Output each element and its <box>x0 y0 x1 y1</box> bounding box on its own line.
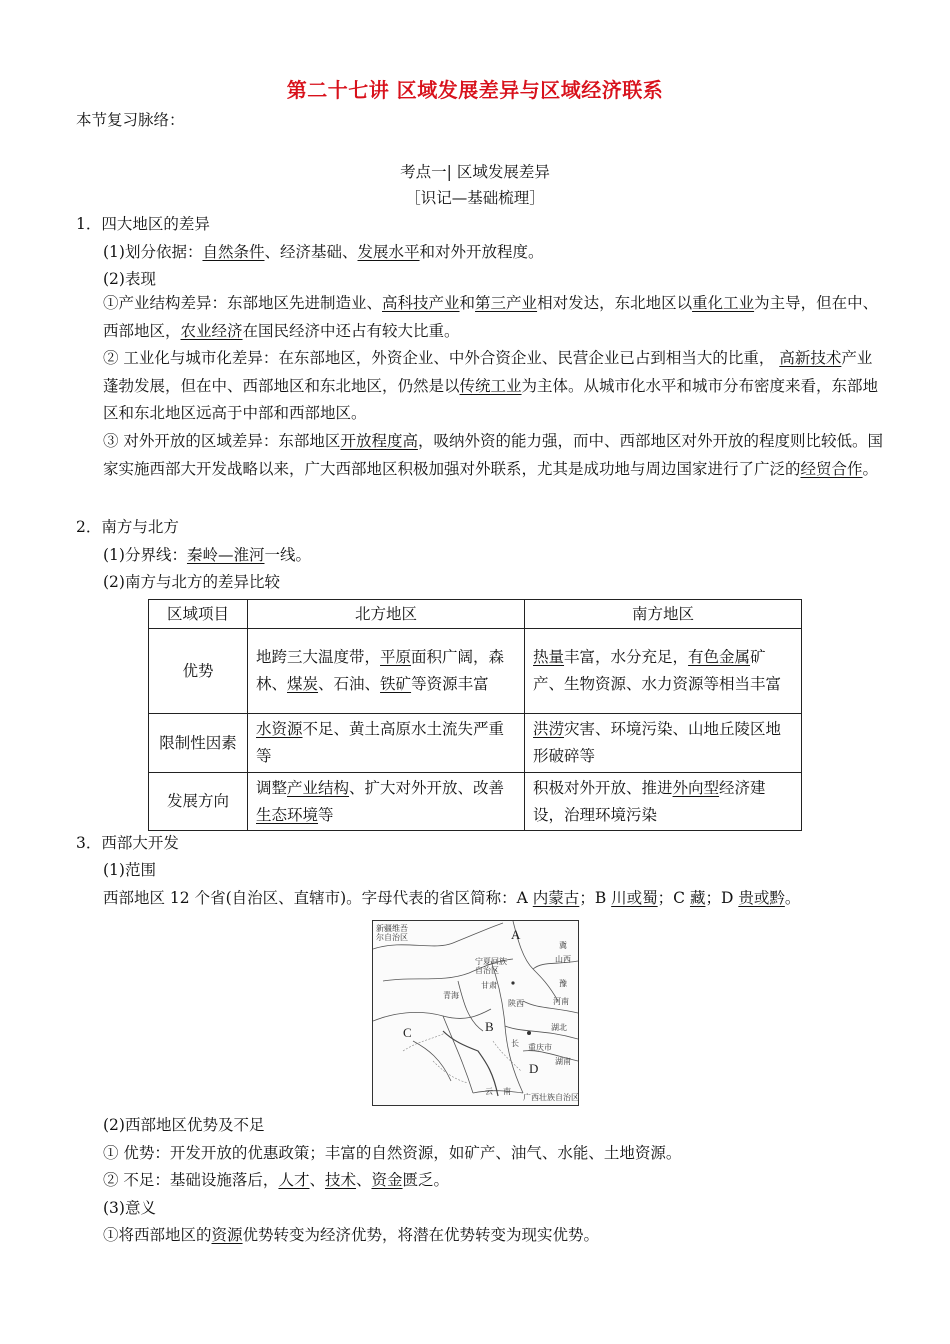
show-label: (2)表现 <box>103 270 156 288</box>
map-letter-c: C <box>403 1025 412 1040</box>
blank-answer: 外向型 <box>672 778 720 797</box>
map-label: 广西壮族自治区 <box>523 1093 579 1102</box>
blank-answer: 铁矿 <box>380 675 412 693</box>
section-subheading: ［识记—基础梳理］ <box>405 189 545 207</box>
blank-answer: 高科技产业 <box>382 294 460 312</box>
table-cell: 优势 <box>149 629 248 714</box>
page-title: 第二十七讲 区域发展差异与区域经济联系 <box>286 78 664 102</box>
meaning-line-1: ①将西部地区的资源优势转变为经济优势，将潜在优势转变为现实优势。 <box>103 1226 600 1244</box>
section-heading: 考点一| 区域发展差异 <box>400 163 550 181</box>
advantage-heading: (2)西部地区优势及不足 <box>103 1116 265 1134</box>
map-letter-a: A <box>511 927 521 942</box>
paragraph-industry: ①产业结构差异：东部地区先进制造业、高科技产业和第三产业相对发达，东北地区以重化工业为主导，但在中、西部地区，农业经济在国民经济中还占有较大比重。 <box>103 294 879 340</box>
blank-answer: 平原 <box>380 648 412 666</box>
table-header: 南方地区 <box>525 600 802 629</box>
map-label: 河南 <box>553 997 569 1006</box>
map-label: 湖北 <box>551 1023 567 1032</box>
map-label: 湖南 <box>555 1057 571 1066</box>
map-letter-d: D <box>529 1061 539 1076</box>
map-label: 云 <box>485 1087 493 1096</box>
blank-answer: 产业结构 <box>287 778 350 797</box>
map-label: 南 <box>503 1087 511 1096</box>
map-letter-b: B <box>485 1019 494 1034</box>
range-description: 西部地区 12 个省(自治区、直辖市)。字母代表的省区简称：A 内蒙古；B 川或蜀；C 藏；D 贵或黔。 <box>103 889 801 907</box>
table-header: 区域项目 <box>149 600 248 629</box>
blank-answer: 内蒙古 <box>532 889 580 907</box>
blank-answer: 贵或黔 <box>738 889 785 907</box>
blank-answer: 技术 <box>324 1171 356 1189</box>
map-label: 山西 <box>555 955 571 964</box>
blank-answer: 热量 <box>533 648 565 666</box>
blank-answer: 农业经济 <box>180 321 243 340</box>
map-label: 豫 <box>559 979 567 988</box>
blank-answer: 经贸合作 <box>800 459 863 478</box>
table-cell: 积极对外开放、推进外向型经济建设，治理环境污染 <box>525 773 802 831</box>
blank-answer: 秦岭—淮河 <box>186 546 265 564</box>
blank-answer: 传统工业 <box>459 376 522 395</box>
table-row <box>149 714 802 773</box>
blank-answer: 生态环境 <box>256 805 319 824</box>
blank-answer: 人才 <box>278 1171 310 1189</box>
map-label: 青海 <box>443 991 459 1000</box>
blank-answer: 高新技术 <box>779 349 842 367</box>
blank-answer: 水资源 <box>256 720 303 738</box>
range-label: (1)范围 <box>103 861 156 879</box>
map-label: 陕西 <box>508 999 524 1008</box>
meaning-label: (3)意义 <box>103 1199 156 1217</box>
table-cell: 洪涝灾害、环境污染、山地丘陵区地形破碎等 <box>525 714 802 773</box>
blank-answer: 洪涝 <box>533 720 565 738</box>
heading-four-regions: 1．四大地区的差异 <box>76 215 210 233</box>
map-label: 新疆维吾 尔自治区 <box>376 924 408 942</box>
map-drawing <box>373 921 578 1105</box>
blank-answer: 川或蜀 <box>611 889 658 907</box>
table-cell: 调整产业结构、扩大对外开放、改善生态环境等 <box>248 773 525 831</box>
blank-answer: 资金 <box>371 1171 403 1189</box>
paragraph-openness: ③ 对外开放的区域差异：东部地区开放程度高，吸纳外资的能力强，而中、西部地区对外开放的程度则比较低。国家实施西部大开发战略以来，广大西部地区积极加强对外联系，尤其是成功地与周边国家进行了广泛的经贸合作。 <box>103 432 883 478</box>
boundary-line: (1)分界线：秦岭—淮河一线。 <box>103 546 311 564</box>
table-cell: 地跨三大温度带，平原面积广阔，森林、煤炭、石油、铁矿等资源丰富 <box>248 629 525 714</box>
blank-answer: 发展水平 <box>357 243 420 261</box>
map-label: 冀 <box>559 941 567 950</box>
blank-answer: 有色金属 <box>688 648 751 666</box>
table-cell: 水资源不足、黄土高原水土流失严重等 <box>248 714 525 773</box>
table-header-row <box>149 600 802 629</box>
heading-west-development: 3．西部大开发 <box>76 834 179 852</box>
table-header: 北方地区 <box>248 600 525 629</box>
table-cell: 发展方向 <box>149 773 248 831</box>
western-region-map <box>372 920 579 1106</box>
table-row <box>149 773 802 831</box>
map-label: 重庆市 <box>528 1043 552 1052</box>
basis-line: (1)划分依据：自然条件、经济基础、发展水平和对外开放程度。 <box>103 243 544 261</box>
blank-answer: 自然条件 <box>202 243 265 261</box>
blank-answer: 藏 <box>689 889 706 907</box>
advantage-line: ① 优势：开发开放的优惠政策；丰富的自然资源，如矿产、油气、水能、土地资源。 <box>103 1144 682 1162</box>
blank-answer: 开放程度高 <box>340 432 418 450</box>
comparison-label: (2)南方与北方的差异比较 <box>103 573 280 591</box>
paragraph-urbanization: ② 工业化与城市化差异：在东部地区，外资企业、中外合资企业、民营企业已占到相当大的比重， 高新技术产业蓬勃发展，但在中、西部地区和东北地区，仍然是以传统工业为主体。从城市化水平和城市分布密度来看，东部地区和东北地区远高于中部和西部地区。 <box>103 349 879 422</box>
blank-answer: 重化工业 <box>692 294 755 312</box>
blank-answer: 资源 <box>211 1226 243 1244</box>
blank-answer: 煤炭 <box>287 675 319 693</box>
heading-south-north: 2．南方与北方 <box>76 518 179 536</box>
map-label: 长 <box>511 1039 519 1048</box>
table-cell: 限制性因素 <box>149 714 248 773</box>
map-label: 宁夏回族 自治区 <box>475 957 507 975</box>
intro-label: 本节复习脉络： <box>76 111 185 129</box>
blank-answer: 第三产业 <box>475 294 538 312</box>
disadvantage-line: ② 不足：基础设施落后，人才、技术、资金匮乏。 <box>103 1171 450 1189</box>
map-label: 甘肃 <box>481 981 497 990</box>
comparison-table <box>148 599 802 831</box>
table-row <box>149 629 802 714</box>
table-cell: 热量丰富，水分充足，有色金属矿产、生物资源、水力资源等相当丰富 <box>525 629 802 714</box>
